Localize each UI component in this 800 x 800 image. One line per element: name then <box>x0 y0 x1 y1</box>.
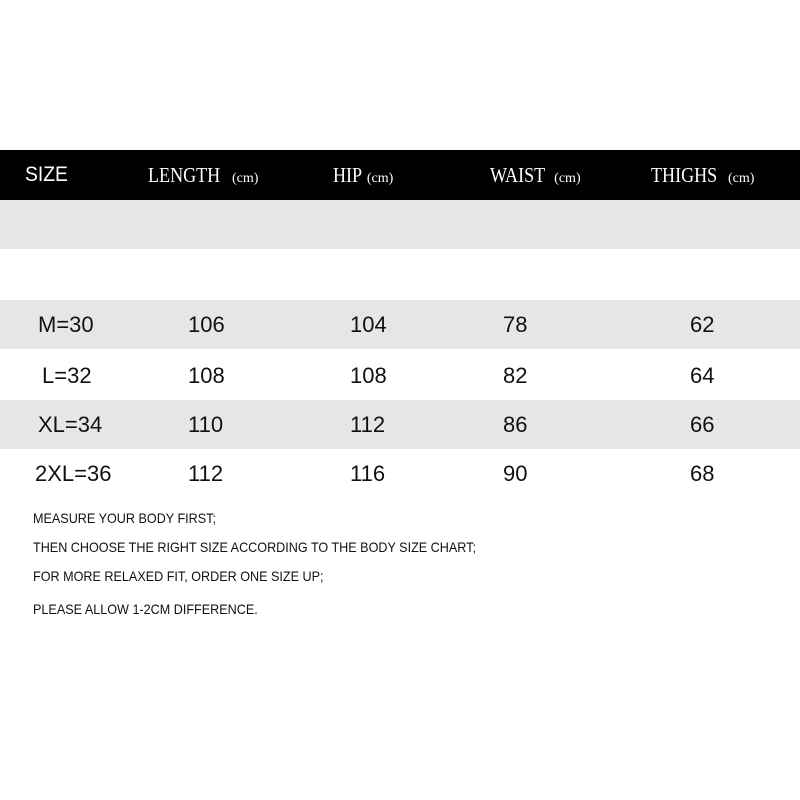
length-cell: 112 <box>188 461 224 486</box>
waist-cell: 86 <box>503 412 528 437</box>
header-size-label: SIZE <box>25 163 68 186</box>
thighs-cell: 68 <box>690 461 715 486</box>
hip-cell: 112 <box>350 412 386 437</box>
waist-cell: 82 <box>503 363 528 388</box>
note-difference: PLEASE ALLOW 1-2CM DIFFERENCE. <box>33 601 258 617</box>
size-cell: L=32 <box>42 363 92 388</box>
size-table-header <box>0 150 800 200</box>
size-cell: M=30 <box>38 312 94 337</box>
header-thighs-unit: (cm) <box>728 171 755 186</box>
header-waist-label: WAIST <box>490 163 546 187</box>
length-cell: 106 <box>188 312 225 337</box>
hip-cell: 104 <box>350 312 387 337</box>
table-row <box>0 300 800 349</box>
table-row <box>0 351 800 400</box>
header-length-unit: (cm) <box>231 171 259 186</box>
thighs-cell: 62 <box>690 312 715 337</box>
header-length <box>148 150 258 200</box>
table-row <box>0 449 800 498</box>
header-thighs-label: THIGHS <box>651 163 718 187</box>
length-cell: 108 <box>188 363 225 388</box>
header-waist-unit: (cm) <box>554 171 581 186</box>
header-length-label: LENGTH <box>148 163 221 187</box>
header-hip-unit: (cm) <box>366 171 394 186</box>
note-relaxed-fit: FOR MORE RELAXED FIT, ORDER ONE SIZE UP; <box>33 568 324 584</box>
note-choose-size: THEN CHOOSE THE RIGHT SIZE ACCORDING TO THE BODY SIZE CHART; <box>33 539 476 555</box>
thighs-cell: 64 <box>690 363 715 388</box>
note-measure: MEASURE YOUR BODY FIRST; <box>33 510 216 526</box>
table-row <box>0 400 800 449</box>
waist-cell: 90 <box>503 461 528 486</box>
header-waist <box>490 150 581 200</box>
empty-shaded-row <box>0 200 800 249</box>
thighs-cell: 66 <box>690 412 715 437</box>
size-cell: 2XL=36 <box>35 461 112 486</box>
hip-cell: 108 <box>350 363 387 388</box>
length-cell: 110 <box>188 412 224 437</box>
hip-cell: 116 <box>350 461 386 486</box>
header-thighs <box>651 150 754 200</box>
size-cell: XL=34 <box>38 412 103 437</box>
header-hip <box>333 150 393 200</box>
header-size <box>25 150 72 200</box>
header-hip-label: HIP <box>333 163 363 187</box>
waist-cell: 78 <box>503 312 528 337</box>
